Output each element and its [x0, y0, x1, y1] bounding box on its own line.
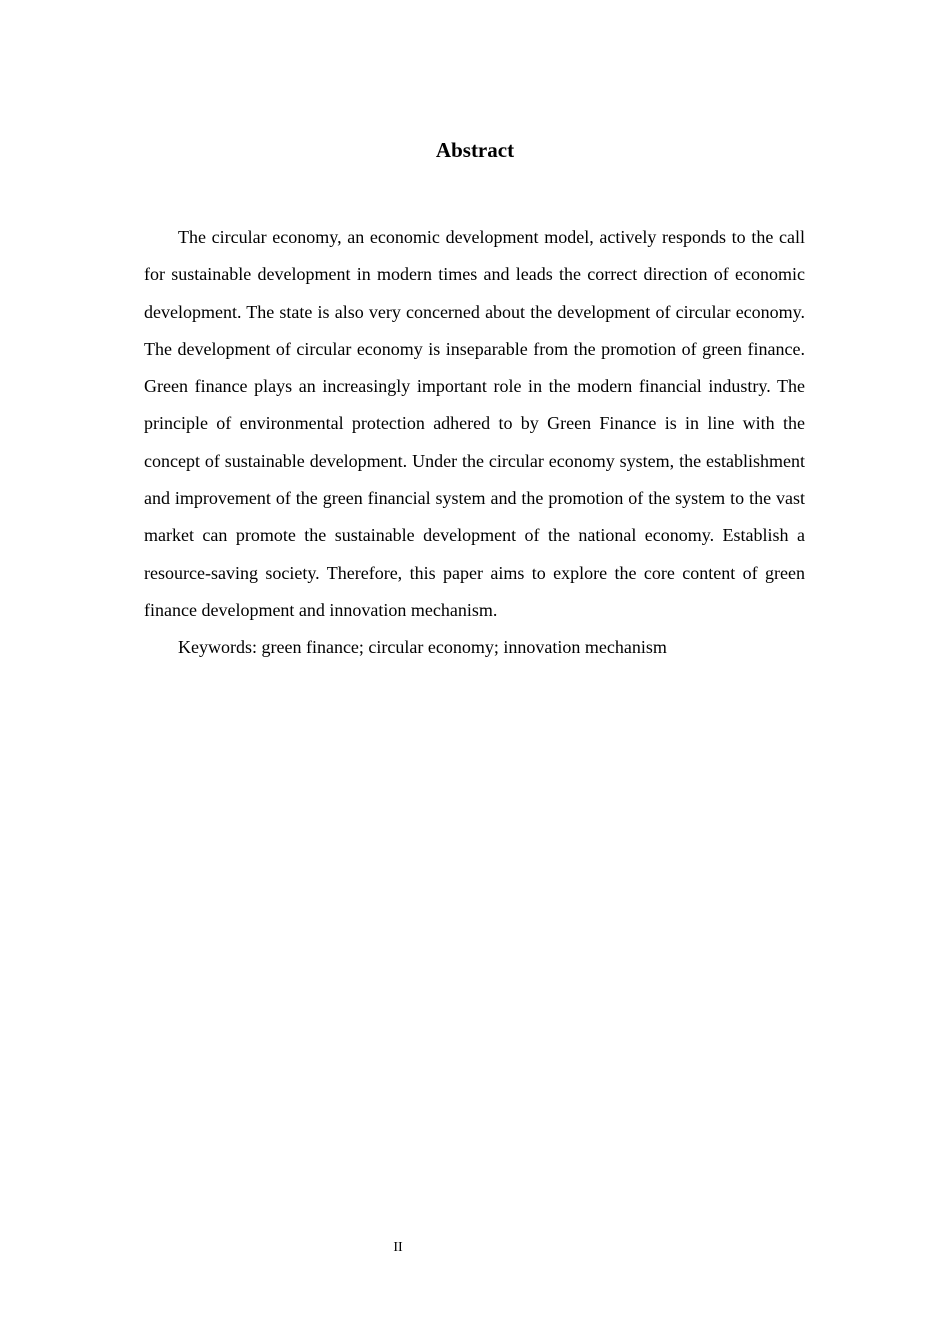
- abstract-body: [144, 219, 805, 667]
- page-number: II: [393, 1240, 403, 1255]
- page-title: Abstract: [435, 138, 515, 162]
- abstract-paragraph: The circular economy, an economic development model, actively responds to the call for sustainable development in modern times and leads the correct direction of economic development. The state is also very concerned about the development of circular economy. The development of circular economy is inseparable from the promotion of green finance. Green finance plays an increasingly important role in the modern financial industry. The principle of environmental protection adhered to by Green Finance is in line with the concept of sustainable development. Under the circular economy system, the establishment and improvement of the green financial system and the promotion of the system to the vast market can promote the sustainable development of the national economy. Establish a resource-saving society. Therefore, this paper aims to explore the core content of green finance development and innovation mechanism.: [144, 227, 805, 620]
- keywords-line: Keywords: green finance; circular economy; innovation mechanism: [178, 637, 667, 658]
